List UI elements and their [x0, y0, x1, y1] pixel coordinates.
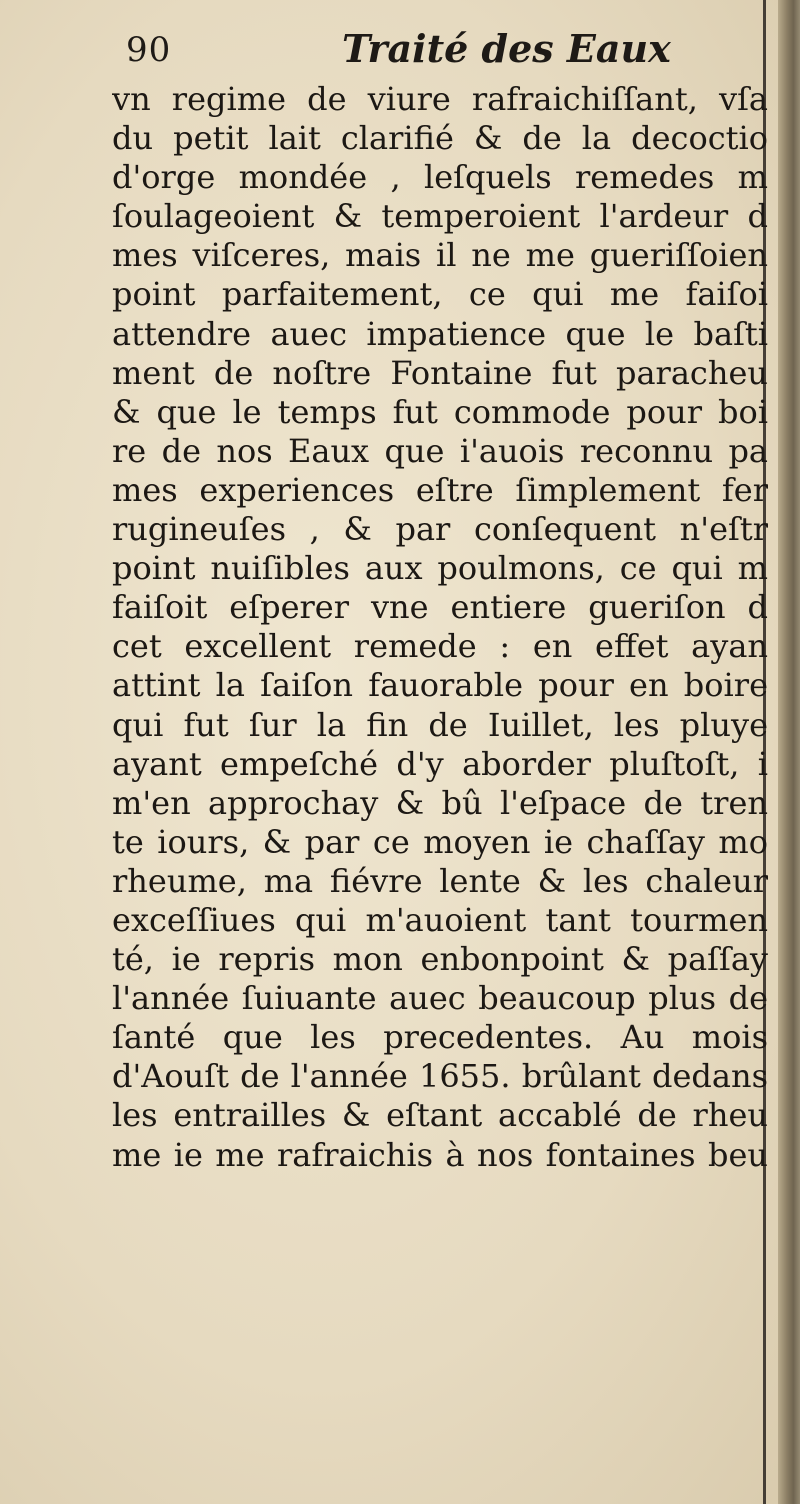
text-line: l'année ſuiuante auec beaucoup plus de [112, 979, 768, 1018]
text-line: ayant empeſché d'y aborder pluſtoſt, i [112, 744, 768, 783]
page-header [126, 22, 746, 82]
text-line: du petit lait clarifié & de la decoctio [112, 119, 768, 158]
text-line: vn regime de viure rafraichiſſant, vſa [112, 80, 768, 118]
text-line: exceſſiues qui m'auoient tant tourmen [112, 900, 768, 939]
text-line: m'en approchay & bû l'eſpace de tren [112, 783, 768, 822]
text-line: faiſoit eſperer vne entiere gueriſon d [112, 588, 768, 627]
text-line: mes viſceres, mais il ne me gueriſſoien [112, 236, 768, 275]
text-line: attint la ſaiſon fauorable pour en boire [112, 666, 768, 705]
text-line: rheume, ma fiévre lente & les chaleur [112, 861, 768, 900]
text-line: rugineuſes , & par conſequent n'eſtr [112, 510, 768, 549]
text-line: qui fut ſur la fin de Iuillet, les pluye [112, 705, 768, 744]
text-line: me ie me rafraichis à nos fontaines beu [112, 1135, 768, 1174]
text-line: d'Aouſt de l'année 1655. brûlant dedans [112, 1057, 768, 1096]
text-line: ſoulageoient & temperoient l'ardeur d [112, 197, 768, 236]
text-line: & que le temps fut commode pour boi [112, 392, 768, 431]
text-line: te iours, & par ce moyen ie chaſſay mo [112, 822, 768, 861]
text-line: re de nos Eaux que i'auois reconnu pa [112, 431, 768, 470]
text-line: point nuiſibles aux poulmons, ce qui m [112, 549, 768, 588]
text-line: d'orge mondée , leſquels remedes m [112, 158, 768, 197]
text-line: mes experiences eſtre ſimplement fer [112, 470, 768, 509]
text-line: point parfaitement, ce qui me faiſoi [112, 275, 768, 314]
text-line: ment de noſtre Fontaine fut paracheu [112, 353, 768, 392]
facing-page-edge [778, 0, 800, 1504]
running-title: Traité des Eaux [342, 26, 671, 71]
page-number: 90 [126, 30, 172, 70]
text-line: attendre auec impatience que le baſti [112, 314, 768, 353]
text-line: ſanté que les precedentes. Au mois [112, 1018, 768, 1057]
text-line: cet excellent remede : en effet ayan [112, 627, 768, 666]
text-line: les entrailles & eſtant accablé de rheu [112, 1096, 768, 1135]
body-text [112, 80, 768, 1175]
text-line: té, ie repris mon enbonpoint & paſſay [112, 940, 768, 979]
